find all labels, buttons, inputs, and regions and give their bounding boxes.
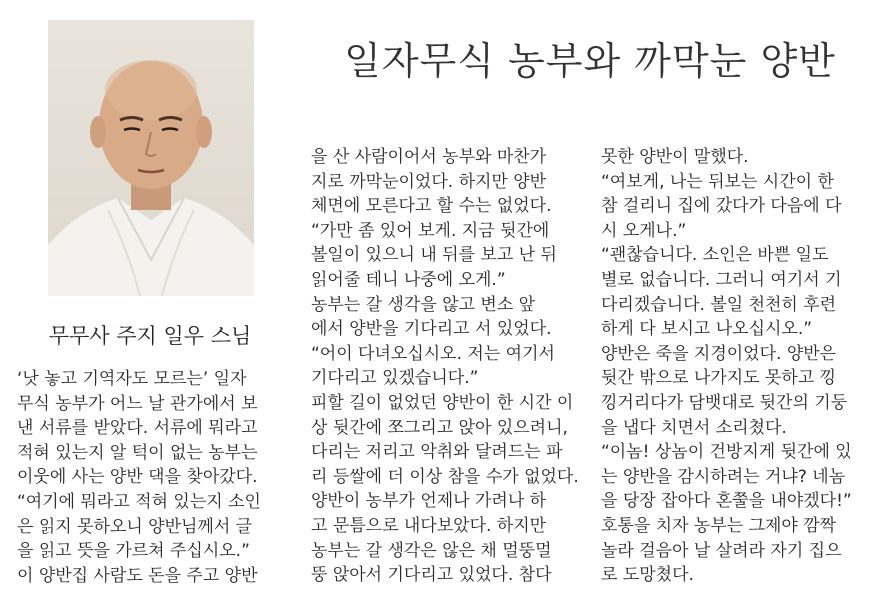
body-text-line: 못한 양반이 말했다. — [601, 147, 749, 167]
body-text-line: 상 뒷간에 쪼그리고 앉아 있으려니, — [311, 417, 568, 438]
body-text-line: 무식 농부가 어느 날 관가에서 보 — [17, 393, 258, 414]
body-text-line: “가만 좀 있어 보게. 지금 뒷간에 — [311, 220, 550, 241]
body-text-line: 을 냅다 치면서 소리쳤다. — [601, 417, 787, 438]
body-text-line: 을 읽고 뜻을 가르쳐 주십시오.” — [17, 541, 250, 562]
body-text-line: ‘낫 놓고 기역자도 모르는’ 일자 — [17, 369, 247, 389]
body-text-line: 리 등쌀에 더 이상 참을 수가 없었다. — [311, 466, 579, 487]
article-title: 일자무식 농부와 까막눈 양반 — [344, 39, 836, 83]
body-text-line: 시 오게나.” — [601, 220, 687, 241]
text-column-1 — [17, 367, 287, 588]
body-text-line: 은 읽지 못하오니 양반님께서 글 — [17, 516, 253, 537]
body-text-line: “이놈! 상놈이 건방지게 뒷간에 있 — [601, 442, 852, 463]
body-text-line: 양반은 죽을 지경이었다. 양반은 — [601, 343, 837, 364]
text-column-3 — [601, 145, 871, 588]
body-text-line: “여기에 뭐라고 적혀 있는지 소인 — [17, 491, 261, 512]
body-text-line: 로 도망쳤다. — [601, 565, 694, 586]
body-text-line: 다리는 저리고 악취와 달려드는 파 — [311, 442, 563, 463]
body-text-line: 적혀 있는지 알 턱이 없는 농부는 — [17, 442, 258, 463]
body-text-line: 농부는 갈 생각을 않고 변소 앞 — [311, 294, 536, 315]
body-text-line: 다리겠습니다. 볼일 천천히 후련 — [601, 294, 837, 315]
body-text-line: 농부는 갈 생각은 않은 채 멀뚱멀 — [311, 540, 552, 561]
body-text-line: 뒷간 밖으로 나가지도 못하고 낑 — [601, 368, 837, 389]
body-text-line: 이 양반집 사람도 돈을 주고 양반 — [17, 565, 258, 586]
body-text-line: 참 걸리니 집에 갔다가 다음에 다 — [601, 196, 842, 217]
body-text-line: “여보게, 나는 뒤보는 시간이 한 — [601, 171, 834, 192]
body-text-line: 낸 서류를 받았다. 서류에 뭐라고 — [17, 418, 258, 439]
body-text-line: 낑거리다가 담뱃대로 뒷간의 기둥 — [601, 392, 848, 413]
body-text-line: 피할 길이 없었던 양반이 한 시간 이 — [311, 392, 574, 413]
body-text-line: 뚱 앉아서 기다리고 있었다. 참다 — [311, 565, 552, 586]
body-text-line: 놀라 걸음아 날 살려라 자기 집으 — [601, 540, 842, 561]
portrait-photo — [48, 20, 254, 296]
text-column-2 — [311, 145, 581, 588]
body-text-line: 호통을 치자 농부는 그제야 깜짝 — [601, 515, 837, 536]
body-text-line: 기다리고 있겠습니다.” — [311, 368, 479, 389]
body-text-line: 양반이 농부가 언제나 가려나 하 — [311, 491, 547, 512]
body-text-line: 이웃에 사는 양반 댁을 찾아갔다. — [17, 467, 258, 488]
photo-caption: 무무사 주지 일우 스님 — [48, 324, 252, 348]
body-text-line: 에서 양반을 기다리고 서 있었다. — [311, 319, 552, 340]
body-text-line: 하게 다 보시고 나오십시오.” — [601, 319, 813, 340]
body-text-line: 지로 까막눈이었다. 하지만 양반 — [311, 171, 547, 192]
body-text-line: 체면에 모른다고 할 수는 없었다. — [311, 196, 552, 217]
monk-portrait-image — [48, 20, 254, 296]
body-text-line: 읽어줄 테니 나중에 오게.” — [311, 269, 506, 290]
body-text-line: 별로 없습니다. 그러니 여기서 기 — [601, 269, 842, 290]
body-text-line: 을 산 사람이어서 농부와 마찬가 — [311, 147, 547, 167]
body-text-line: 을 당장 잡아다 혼쭐을 내야겠다!” — [601, 491, 852, 512]
body-text-line: 는 양반을 감시하려는 거냐? 네놈 — [601, 466, 846, 487]
body-text-line: “괜찮습니다. 소인은 바쁜 일도 — [601, 245, 829, 266]
body-text-line: “어이 다녀오십시오. 저는 여기서 — [311, 343, 555, 364]
body-text-line: 볼일이 있으니 내 뒤를 보고 난 뒤 — [311, 245, 557, 266]
body-text-line: 고 문틈으로 내다보았다. 하지만 — [311, 515, 547, 536]
